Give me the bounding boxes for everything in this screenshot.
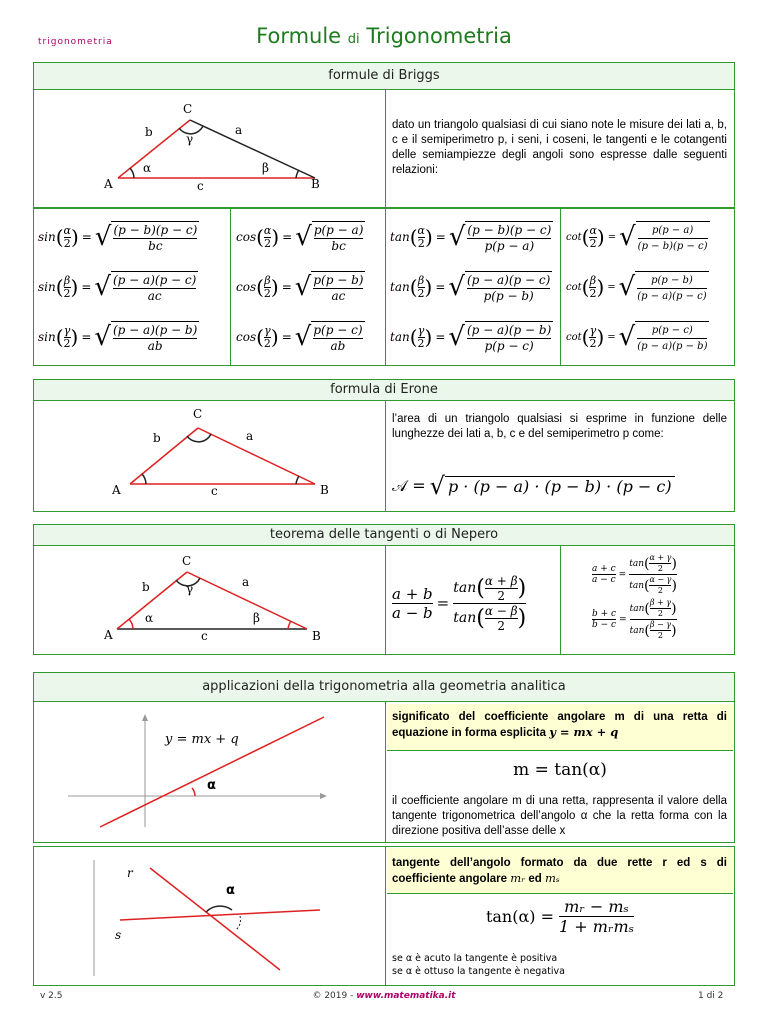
footer-copyright: © 2019 - www.matematika.it <box>312 991 456 1001</box>
analitica-desc-1: significato del coefficiente angolare m di una retta di equazione in forma esplicita y = mx + q <box>392 711 727 739</box>
briggs-triangle <box>90 98 340 198</box>
briggs-formula-tan-3: tan ( γ 2 ) = √ (p − a)(p − b) p(p − c) <box>390 322 552 353</box>
nepero-side-b: b <box>142 580 150 594</box>
graph2-label-r: r <box>127 866 133 880</box>
analitica-graph-1 <box>60 712 330 832</box>
erone-side-b: b <box>153 431 161 445</box>
nepero-vertex-A: A <box>104 628 113 642</box>
nepero-triangle <box>95 556 335 646</box>
briggs-col-divider-3 <box>560 208 561 366</box>
briggs-formula-sin-2: sin ( β 2 ) = √ (p − a)(p − c) ac <box>38 272 197 303</box>
erone-section-title: formula di Erone <box>33 379 735 401</box>
briggs-formula-cot-2: cot ( β 2 ) = √ p(p − b) (p − a)(p − c) <box>566 272 707 302</box>
briggs-vertex-A: A <box>104 177 113 191</box>
nepero-section-title: teorema delle tangenti o di Nepero <box>33 524 735 546</box>
graph2-label-s: s <box>115 928 122 942</box>
nepero-vertex-B: B <box>312 629 321 643</box>
nepero-main-formula: a + b a − b = tan ( α + β 2 ) tan ( α − β 2 ) <box>392 573 527 633</box>
graph2-angle-alpha: α <box>226 883 235 898</box>
analitica-divider-2 <box>385 846 386 986</box>
analitica-divider-1 <box>385 702 386 843</box>
briggs-side-c: c <box>197 179 204 193</box>
briggs-formula-tan-2: tan ( β 2 ) = √ (p − a)(p − c) p(p − b) <box>390 272 551 303</box>
erone-formula: 𝒜 = √ p · (p − a) · (p − b) · (p − c) <box>392 472 675 500</box>
briggs-col-divider-2 <box>385 208 386 366</box>
analitica-formula-m-tan: m = tan(α) <box>513 760 607 780</box>
briggs-angle-beta: β <box>262 161 269 175</box>
analitica-notes <box>392 952 565 978</box>
note-acute: se α è acuto la tangente è positiva <box>392 953 558 964</box>
nepero-side-c: c <box>201 629 208 643</box>
analitica-desc-3: tangente dell’angolo formato da due rette r ed s di coefficiente angolare mᵣ ed mₛ <box>392 857 727 885</box>
analitica-formula-tan-diff: tan(α) = mᵣ − mₛ 1 + mᵣmₛ <box>485 897 635 936</box>
note-obtuse: se α è ottuso la tangente è negativa <box>392 966 565 977</box>
footer-site-link[interactable]: www.matematika.it <box>356 991 456 1001</box>
briggs-formula-cos-1: cos ( α 2 ) = √ p(p − a) bc <box>236 222 364 253</box>
footer-page-number: 1 di 2 <box>698 991 724 1001</box>
briggs-description: dato un triangolo qualsiasi di cui siano note le misure dei lati a, b, c e il semiperimetro p, i seni, i coseni, le tangenti e le cotangenti delle semiampiezze degli angoli sono espresse dalle seguenti relazioni: <box>392 119 727 176</box>
nepero-divider-1 <box>385 546 386 655</box>
briggs-formula-sin-1: sin ( α 2 ) = √ (p − b)(p − c) bc <box>38 222 198 253</box>
briggs-angle-gamma: γ <box>186 132 194 146</box>
erone-vertex-B: B <box>320 483 329 497</box>
briggs-col-divider-1 <box>230 208 231 366</box>
nepero-angle-beta: β <box>253 611 260 625</box>
briggs-formula-cos-3: cos ( γ 2 ) = √ p(p − c) ab <box>236 322 363 353</box>
briggs-formula-cot-1: cot ( α 2 ) = √ p(p − a) (p − b)(p − c) <box>566 222 708 252</box>
erone-vertex-A: A <box>112 483 121 497</box>
analitica-section-title: applicazioni della trigonometria alla geometria analitica <box>33 672 735 702</box>
erone-description: l’area di un triangolo qualsiasi si esprime in funzione delle lunghezze dei lati a, b, c e del semiperimetro p come: <box>392 413 727 440</box>
briggs-formula-tan-1: tan ( α 2 ) = √ (p − b)(p − c) p(p − a) <box>390 222 552 253</box>
briggs-side-a: a <box>235 123 243 137</box>
nepero-side-formula-1: a + c a − c = tan ( α + γ 2 ) tan ( α − γ 2 ) <box>592 553 677 595</box>
erone-side-a: a <box>246 429 254 443</box>
footer-version: v 2.5 <box>40 991 63 1001</box>
page-title: Formule di Trigonometria <box>256 24 512 48</box>
nepero-vertex-C: C <box>182 554 192 568</box>
briggs-angle-alpha: α <box>143 161 152 175</box>
erone-vertex-C: C <box>193 407 203 421</box>
nepero-angle-gamma: γ <box>186 582 194 596</box>
nepero-side-a: a <box>242 575 250 589</box>
erone-side-c: c <box>211 484 218 498</box>
nepero-side-formula-2: b + c b − c = tan ( β + γ 2 ) tan ( β − γ 2 ) <box>592 598 677 640</box>
briggs-vertex-B: B <box>311 177 320 191</box>
erone-divider <box>385 401 386 512</box>
graph1-angle-alpha: α <box>207 778 216 793</box>
briggs-formula-cot-3: cot ( γ 2 ) = √ p(p − c) (p − a)(p − b) <box>566 322 708 352</box>
briggs-side-b: b <box>145 125 153 139</box>
briggs-vertex-C: C <box>183 102 193 116</box>
nepero-divider-2 <box>560 546 561 655</box>
briggs-section-title: formule di Briggs <box>33 62 735 90</box>
nepero-angle-alpha: α <box>145 611 154 625</box>
graph1-equation: y = mx + q <box>165 732 239 747</box>
analitica-desc-2: il coefficiente angolare m di una retta, rappresenta il valore della tangente trigonometrica dell’angolo α che la retta forma con la direzione positiva dell’asse delle x <box>392 795 727 837</box>
briggs-formula-cos-2: cos ( β 2 ) = √ p(p − b) ac <box>236 272 364 303</box>
header-tag: trigonometria <box>38 37 113 47</box>
briggs-formula-sin-3: sin ( γ 2 ) = √ (p − a)(p − b) ab <box>38 322 198 353</box>
analitica-graph-2 <box>80 852 330 980</box>
briggs-divider <box>385 90 386 208</box>
erone-triangle <box>110 410 340 500</box>
